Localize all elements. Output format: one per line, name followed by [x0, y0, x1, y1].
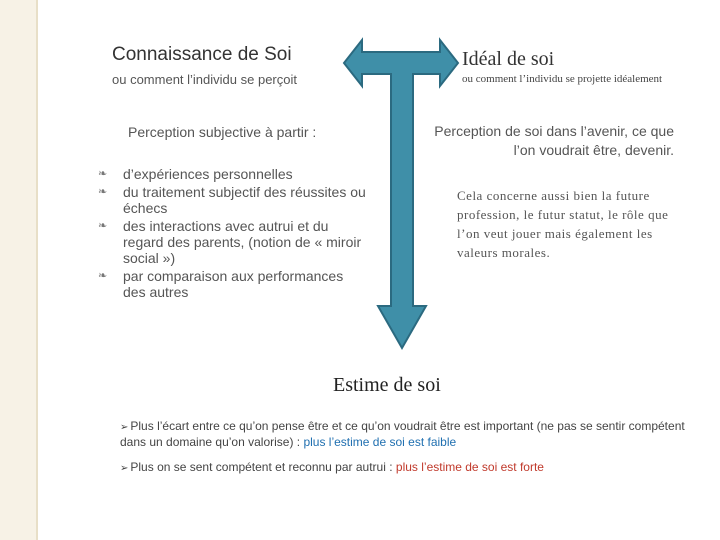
future-profession-text: Cela concerne aussi bien la future profession, le futur statut, le rôle que l’on veut jouer mais également les valeurs morales.	[457, 188, 669, 260]
slide-frame-left	[0, 0, 36, 540]
list-item	[98, 268, 368, 300]
bullet-icon: ❧	[98, 270, 108, 282]
bullet-icon: ❧	[98, 186, 108, 198]
low-esteem-main-text: Plus l’écart entre ce qu’on pense être et ce qu’on voudrait être est important (ne pas se sentir compétent dans un domaine qu’on valorise) :	[120, 419, 685, 449]
self-knowledge-title: Connaissance de Soi	[112, 44, 292, 65]
perception-heading: Perception subjective à partir :	[128, 124, 317, 140]
self-knowledge-subtitle: ou comment l’individu se perçoit	[112, 72, 297, 87]
low-esteem-highlight: plus l’estime de soi est faible	[303, 435, 457, 449]
ideal-self-title: Idéal de soi	[462, 48, 555, 70]
bullet-icon: ❧	[98, 220, 108, 232]
perception-list	[98, 166, 368, 302]
high-esteem-main-text: Plus on se sent compétent et reconnu par autrui :	[130, 460, 396, 474]
list-item	[98, 218, 368, 266]
list-item-text: par comparaison aux performances des autres	[123, 268, 344, 300]
bullet-icon: ❧	[98, 168, 108, 180]
arrow-bullet-icon: ➢	[120, 463, 129, 474]
low-esteem-statement	[120, 419, 700, 449]
high-esteem-highlight: plus l’estime de soi est forte	[395, 460, 544, 474]
high-esteem-statement	[120, 460, 700, 476]
self-esteem-label: Estime de soi	[333, 374, 441, 396]
list-item-text: du traitement subjectif des réussites ou échecs	[123, 184, 366, 216]
list-item	[98, 166, 368, 182]
future-perception-text: Perception de soi dans l’avenir, ce que l’on voudrait être, devenir.	[434, 123, 674, 158]
ideal-self-subtitle: ou comment l’individu se projette idéalement	[462, 73, 663, 85]
list-item	[98, 184, 368, 216]
slide-frame-line	[36, 0, 38, 540]
list-item-text: des interactions avec autrui et du regard des parents, (notion de « miroir social »)	[123, 218, 362, 266]
list-item-text: d’expériences personnelles	[123, 166, 293, 182]
arrow-bullet-icon: ➢	[120, 422, 129, 433]
